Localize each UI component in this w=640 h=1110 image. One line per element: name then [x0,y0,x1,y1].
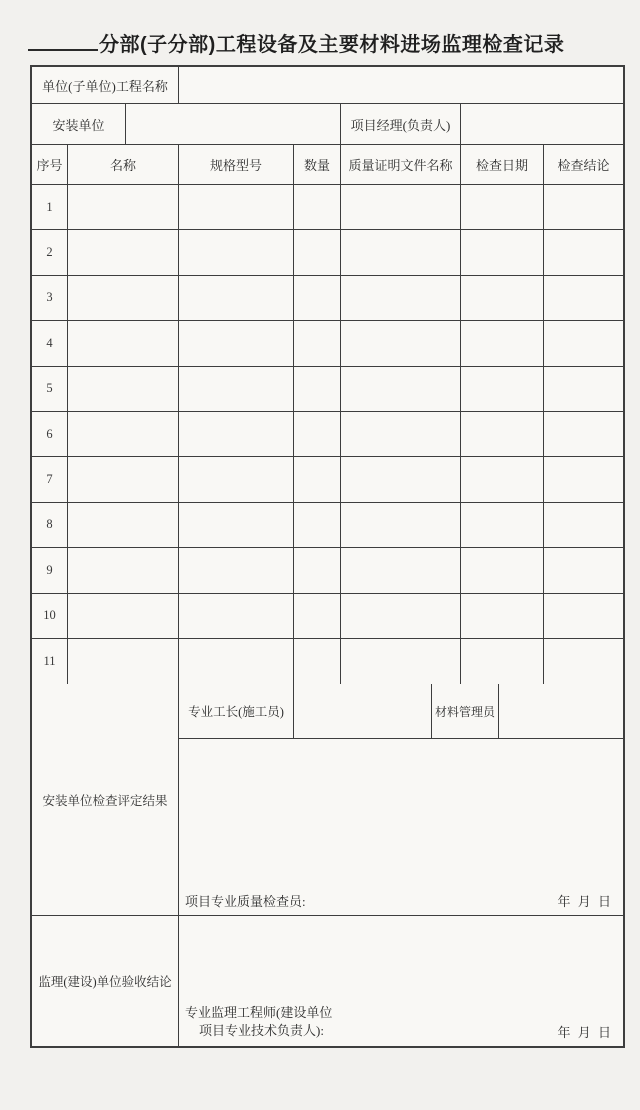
col-header-check-result: 检查结论 [557,158,610,173]
row-number: 8 [32,503,68,547]
project-manager-input[interactable] [461,104,623,144]
signature-row [179,684,623,739]
install-check-result-label: 安装单位检查评定结果 [32,684,179,915]
column-header-row [32,145,623,185]
quantity-cell[interactable] [294,276,341,320]
material-row [32,457,623,502]
material-row [32,230,623,275]
check-result-cell[interactable] [544,457,623,501]
spec-model-cell[interactable] [179,639,294,684]
supervision-conclusion-label: 监理(建设)单位验收结论 [32,916,179,1046]
row-number: 2 [32,230,68,274]
cert-doc-name-cell[interactable] [341,639,461,684]
spec-model-cell[interactable] [179,548,294,592]
name-cell[interactable] [68,185,179,229]
title-blank-line [28,29,98,51]
quantity-cell[interactable] [294,594,341,638]
check-date-cell[interactable] [461,276,544,320]
check-result-cell[interactable] [544,276,623,320]
name-cell[interactable] [68,230,179,274]
check-date-cell[interactable] [461,503,544,547]
col-header-check-date: 检查日期 [461,145,544,184]
supervision-conclusion-section [32,916,623,1046]
install-unit-input[interactable] [126,104,341,144]
name-cell[interactable] [68,548,179,592]
row-number: 9 [32,548,68,592]
spec-model-cell[interactable] [179,321,294,365]
quantity-cell[interactable] [294,412,341,456]
check-date-cell[interactable] [461,594,544,638]
quantity-cell[interactable] [294,367,341,411]
col-header-name: 名称 [68,145,179,184]
material-row [32,548,623,593]
project-manager-label: 项目经理(负责人) [341,104,461,144]
check-result-cell[interactable] [544,185,623,229]
spec-model-cell[interactable] [179,276,294,320]
cert-doc-name-cell[interactable] [341,503,461,547]
unit-project-name-input[interactable] [179,67,623,103]
material-rows [32,185,623,684]
cert-doc-name-cell[interactable] [341,276,461,320]
material-row [32,276,623,321]
spec-model-cell[interactable] [179,367,294,411]
spec-model-cell[interactable] [179,594,294,638]
install-check-section [32,684,623,916]
spec-model-cell[interactable] [179,230,294,274]
name-cell[interactable] [68,503,179,547]
name-cell[interactable] [68,367,179,411]
quantity-cell[interactable] [294,457,341,501]
quantity-cell[interactable] [294,548,341,592]
cert-doc-name-cell[interactable] [341,321,461,365]
cert-doc-name-cell[interactable] [341,230,461,274]
cert-doc-name-cell[interactable] [341,548,461,592]
col-header-index: 序号 [32,145,68,184]
quantity-cell[interactable] [294,185,341,229]
quality-inspector-label: 项目专业质量检查员: [185,894,306,910]
install-section-date-label: 年 月 日 [557,894,613,910]
spec-model-cell[interactable] [179,412,294,456]
row-number: 7 [32,457,68,501]
name-cell[interactable] [68,639,179,684]
unit-project-name-row [32,67,623,104]
cert-doc-name-cell[interactable] [341,367,461,411]
supervision-conclusion-area[interactable] [179,916,623,1046]
name-cell[interactable] [68,321,179,365]
name-cell[interactable] [68,412,179,456]
cert-doc-name-cell[interactable] [341,457,461,501]
material-row [32,503,623,548]
row-number: 5 [32,367,68,411]
foreman-label: 专业工长(施工员) [179,684,294,738]
name-cell[interactable] [68,594,179,638]
col-header-cert-doc-name: 质量证明文件名称 [341,145,461,184]
cert-doc-name-cell[interactable] [341,185,461,229]
check-result-cell[interactable] [544,412,623,456]
col-header-spec-model: 规格型号 [179,145,294,184]
check-date-cell[interactable] [461,367,544,411]
check-date-cell[interactable] [461,639,544,684]
material-row [32,594,623,639]
check-date-cell[interactable] [461,185,544,229]
row-number: 6 [32,412,68,456]
row-number: 1 [32,185,68,229]
check-date-cell[interactable] [461,412,544,456]
inspection-record-table [30,65,625,1048]
page-title-text: 分部(子分部)工程设备及主要材料进场监理检查记录 [99,34,565,56]
supervision-engineer-label: 专业监理工程师(建设单位 项目专业技术负责人): [185,1004,333,1039]
check-result-cell[interactable] [544,503,623,547]
check-result-cell[interactable] [544,367,623,411]
material-row [32,185,623,230]
name-cell[interactable] [68,457,179,501]
quantity-cell[interactable] [294,230,341,274]
quantity-cell[interactable] [294,639,341,684]
row-number: 10 [32,594,68,638]
cert-doc-name-cell[interactable] [341,594,461,638]
row-number: 3 [32,276,68,320]
row-number: 11 [32,639,68,684]
material-row [32,412,623,457]
material-manager-signature-input[interactable] [499,684,623,738]
cert-doc-name-cell[interactable] [341,412,461,456]
quantity-cell[interactable] [294,503,341,547]
check-result-cell[interactable] [544,594,623,638]
install-unit-row [32,104,623,145]
install-check-result-area[interactable] [179,739,623,915]
check-result-cell[interactable] [544,639,623,684]
check-date-cell[interactable] [461,230,544,274]
quantity-cell[interactable] [294,321,341,365]
page-title [28,28,640,57]
row-number: 4 [32,321,68,365]
spec-model-cell[interactable] [179,457,294,501]
material-row [32,367,623,412]
check-date-cell[interactable] [461,548,544,592]
check-result-cell[interactable] [544,230,623,274]
check-date-cell[interactable] [461,321,544,365]
foreman-signature-input[interactable] [294,684,432,738]
spec-model-cell[interactable] [179,503,294,547]
check-result-cell[interactable] [544,548,623,592]
check-date-cell[interactable] [461,457,544,501]
material-row [32,639,623,684]
material-row [32,321,623,366]
material-manager-label: 材料管理员 [432,684,499,738]
install-unit-label: 安装单位 [32,104,126,144]
name-cell[interactable] [68,276,179,320]
col-header-quantity: 数量 [294,145,341,184]
check-result-cell[interactable] [544,321,623,365]
supervision-section-date-label: 年 月 日 [557,1025,613,1041]
unit-project-name-label: 单位(子单位)工程名称 [32,67,179,103]
spec-model-cell[interactable] [179,185,294,229]
